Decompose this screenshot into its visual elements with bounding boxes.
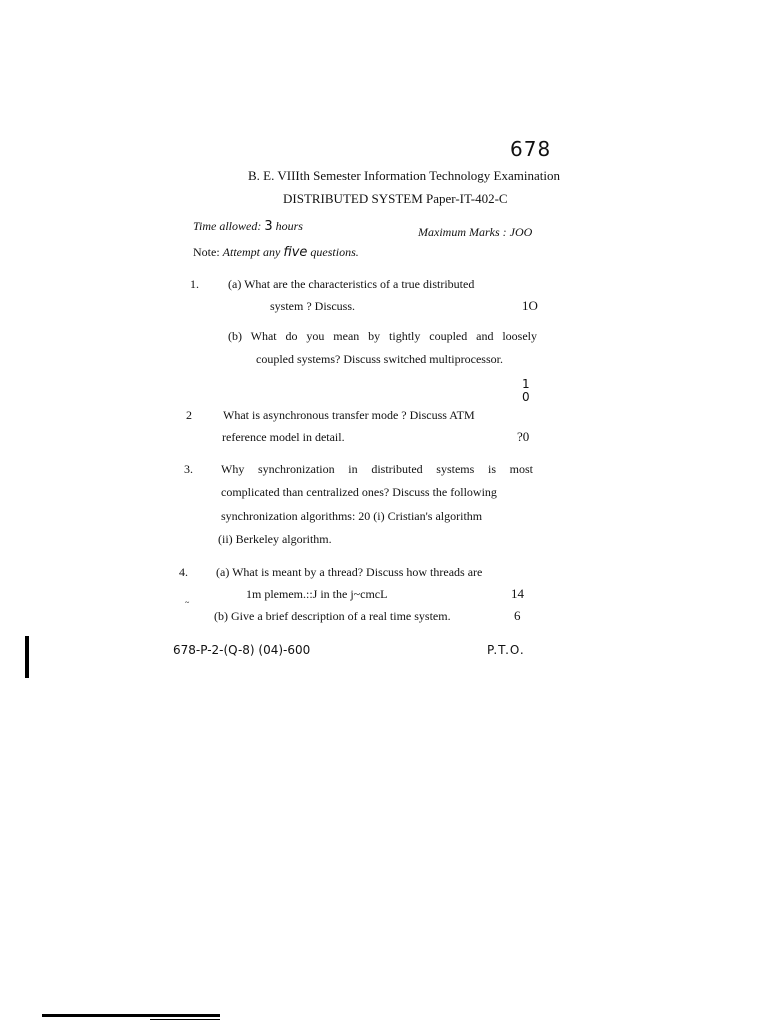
question-4-number: 4. [179,565,188,579]
question-1b-line-1: (b) What do you mean by tightly coupled and loosely [228,329,537,343]
question-4-stray-mark: ~ [185,598,190,607]
question-4b-marks: 6 [514,608,521,623]
question-2-number: 2 [186,408,192,422]
question-4a-line-2: 1m plemem.::J in the j~cmcL [246,587,388,601]
question-1a-marks: 1O [522,298,538,313]
scan-edge-mark [25,636,29,678]
note-text-post: questions. [310,245,359,259]
scan-bottom-rule-secondary [150,1019,220,1020]
question-4b-line-1: (b) Give a brief description of a real time system. [214,609,451,623]
note-label: Note: [193,245,220,259]
question-4a-line-1: (a) What is meant by a thread? Discuss how threads are [216,565,483,579]
question-2-line-1: What is asynchronous transfer mode ? Discuss ATM [223,408,475,422]
question-3-line-2: complicated than centralized ones? Discuss the following [221,485,497,499]
exam-title: B. E. VIIIth Semester Information Technology Examination [248,168,560,183]
time-allowed-value: 3 [264,219,273,234]
note-text-pre: Attempt any [222,245,281,259]
note [193,246,359,259]
question-3-line-3: synchronization algorithms: 20 (i) Cristian's algorithm [221,509,483,523]
question-1b-line-2: coupled systems? Discuss switched multiprocessor. [256,352,503,366]
question-1b-marks-units: 0 [522,390,530,404]
footer-pto: P.T.O. [487,643,525,657]
question-1a-line-1: (a) What are the characteristics of a true distributed [228,277,475,291]
question-1-number: 1. [190,277,199,291]
question-3-line-4: (ii) Berkeley algorithm. [218,532,332,546]
time-allowed-label: Time allowed: [193,219,262,233]
subject-title: DISTRIBUTED SYSTEM Paper-IT-402-C [283,191,508,206]
question-2-line-2: reference model in detail. [222,430,345,444]
question-3-line-1: Why synchronization in distributed systems is most [221,462,533,476]
question-1a-line-2: system ? Discuss. [270,299,355,313]
maximum-marks: Maximum Marks : JOO [418,225,533,239]
question-1b-marks-tens: 1 [522,377,530,391]
paper-code: 678 [510,137,552,161]
question-2-marks: ?0 [517,429,530,444]
footer-code: 678-P-2-(Q-8) (04)-600 [173,643,311,657]
time-allowed [193,220,303,233]
time-allowed-unit: hours [275,219,303,233]
question-3-number: 3. [184,462,193,476]
question-4a-marks: 14 [511,586,524,601]
note-text-five: five [283,245,308,260]
scan-bottom-rule [42,1014,220,1017]
